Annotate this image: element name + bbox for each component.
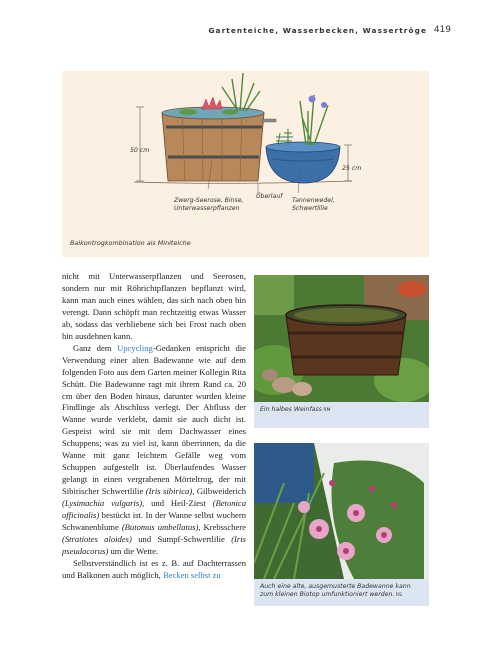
photo-wine-barrel (254, 275, 429, 402)
photo-caption-1: Ein halbes Weinfass RM (254, 402, 429, 428)
body-text (62, 271, 246, 582)
running-head (0, 26, 485, 40)
bowl (266, 95, 340, 183)
label-plants-bowl: Tannenwedel, Schwertlilie (292, 197, 335, 212)
label-height-barrel: 50 cm (130, 147, 150, 154)
paragraph-1: nicht mit Unterwasserpflanzen und Seerosen, sondern nur mit Röhrichtpflanzen bepflanzt wird, kann man auch eines wählen, das sich nach oben hin verengt. Dann schöpft man rechtzeitig etwas Wasser ab, sodass das verbliebene sich bei Frost nach oben hin ausdehnen kann. (62, 271, 246, 341)
barrel-ponds-drawing (62, 71, 429, 257)
barrel (162, 73, 264, 181)
illustration-box (62, 71, 429, 257)
becken-link[interactable]: Becken selbst zu (162, 569, 221, 580)
running-head-title: Gartenteiche, Wasserbecken, Wassertröge (208, 26, 427, 35)
paragraph-3: Selbstverständlich ist es z. B. auf Dachterrassen und Balkonen auch möglich, Becken selbst zu (62, 557, 246, 580)
illustration-caption: Balkontrogkombination als Miniteiche (70, 239, 191, 247)
label-height-bowl: 25 cm (342, 165, 362, 172)
photo-bathtub (254, 443, 429, 579)
photo-caption-2: Auch eine alte, ausgemusterte Badewanne kann zum kleinen Biotop umfunktioniert werden. RS (254, 579, 429, 606)
label-plants-barrel: Zwerg-Seerose, Binse, Unterwasserpflanzen (174, 197, 244, 212)
paragraph-2: Ganz dem Upcycling-Gedanken entspricht die Verwendung einer alten Badewanne wie auf dem folgenden Foto aus dem Garten meiner Kollegin Rita Schütt. Die Badewanne ragt mit ihrem Rand ca. 20 cm über den Boden hinaus, darunter wurden kleine Findlinge als Abschluss verlegt. Der Abfluss der Wanne wurde verklebt, damit sie auch dicht ist. Gespeist wird sie mit dem Dachwasser eines Schuppens; was zu viel ist, kann überrinnen, da die Wanne mit ganz leichtem Gefälle weg vom Schuppen aufgestellt ist. Überlaufendes Wasser gelangt in einen vergrabenen Mörteltrog, der mit Sibirischer Schwertlilie (Iris sibirica), Gilbweiderich (Lysimachia vulgaris), und Heil-Ziest (Betonica officinalis) bestückt ist. In der Wanne selbst wuchern Schwanenblume (Butomus umbellatus), Krebsschere (Stratiotes aloides) und Sumpf-Schwertlilie (Iris pseudacorus) um die Wette. (62, 342, 246, 556)
upcycling-link[interactable]: Upcycling (117, 342, 153, 353)
page-number: 419 (433, 25, 451, 35)
label-overflow: Überlauf (256, 193, 283, 200)
